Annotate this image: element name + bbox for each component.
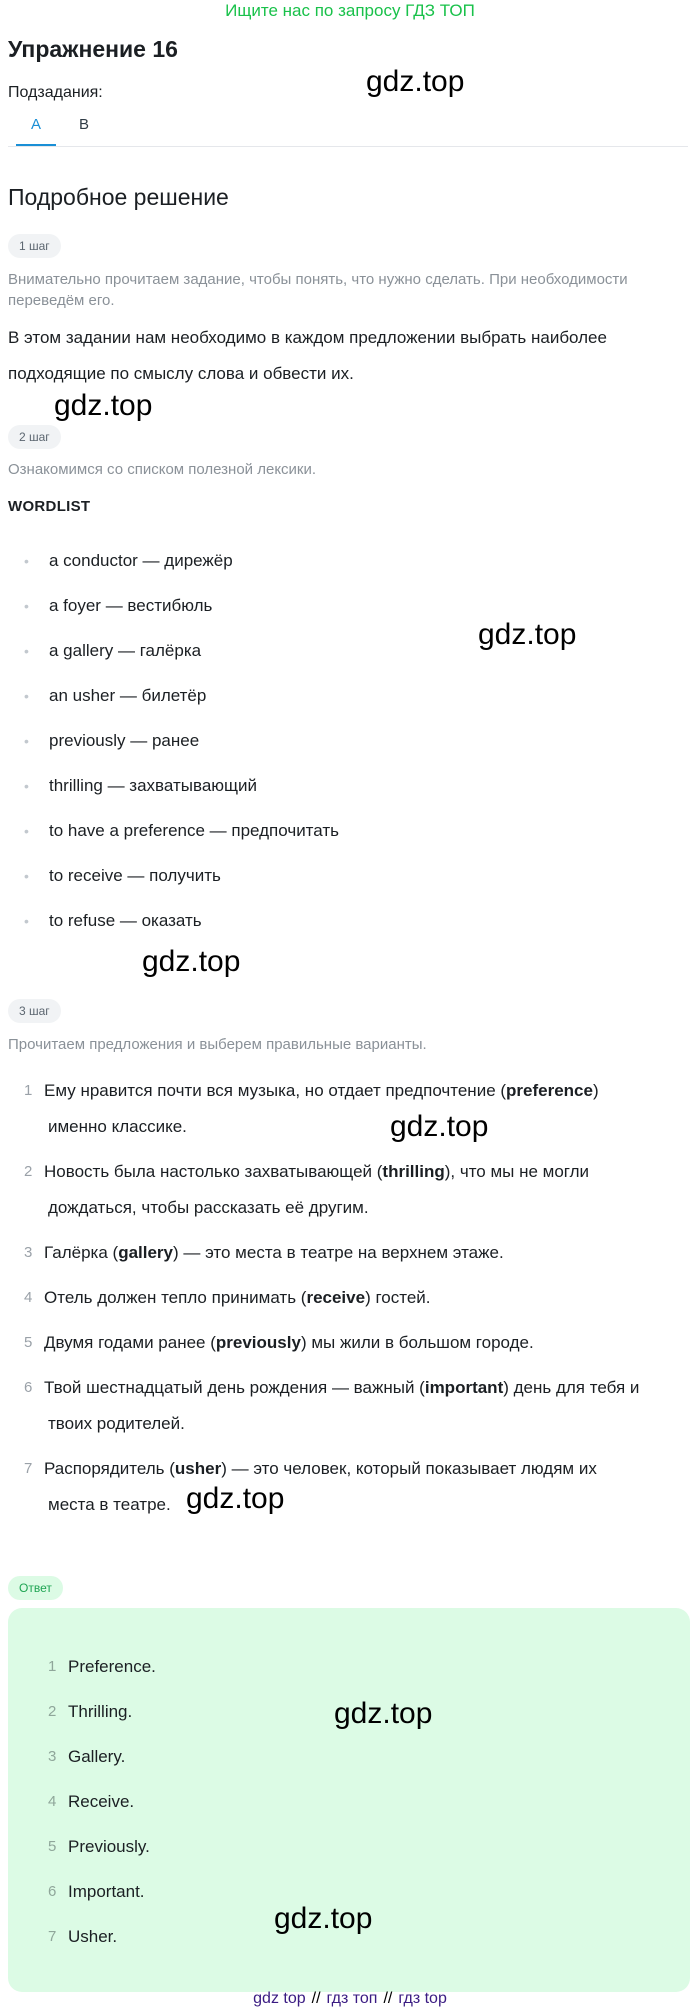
watermark: gdz.top [274,1902,373,1935]
sentence-text: Галёрка ( [44,1243,119,1262]
footer-link[interactable]: gdz top [253,1990,306,2007]
sentence-item [8,1154,692,1235]
answer-text: Preference. [68,1657,156,1676]
answer-text: Gallery. [68,1747,126,1766]
watermark: gdz.top [366,65,465,98]
answer-text: Important. [68,1882,145,1901]
answer-number: 3 [48,1748,57,1765]
wordlist-item: • a gallery — галёрка [8,636,339,681]
wordlist-item: • an usher — билетёр [8,681,339,726]
sentence-list [8,1073,692,1532]
sentence-text: Ему нравится почти вся музыка, но отдает предпочтение ( [44,1081,507,1100]
wordlist [8,546,339,951]
watermark: gdz.top [142,945,241,978]
sentence-text: ) гостей. [365,1288,431,1307]
sentence-answer-word: preference [506,1081,593,1100]
section-title: Подробное решение [8,184,229,210]
step3-hint: Прочитаем предложения и выберем правильные варианты. [8,1036,427,1053]
sentence-text: ) мы жили в большом городе. [300,1333,534,1352]
wordlist-item: • a foyer — вестибюль [8,591,339,636]
answer-item [32,1832,156,1877]
wordlist-item: • to receive — получить [8,861,339,906]
sentence-answer-word: receive [306,1288,366,1307]
sentence-text: ) — это места в театре на верхнем этаже. [173,1243,504,1262]
answer-item [32,1787,156,1832]
tab-a[interactable]: A [16,112,56,146]
watermark: gdz.top [186,1482,285,1515]
sentence-number: 3 [24,1244,33,1261]
answer-text: Previously. [68,1837,150,1856]
watermark: gdz.top [478,618,577,651]
sentence-answer-word: usher [174,1459,222,1478]
sentence-text: ) день для тебя и [503,1378,640,1397]
sentence-continuation: дождаться, чтобы рассказать её другим. [48,1198,369,1217]
answer-number: 1 [48,1658,57,1675]
answer-text: Usher. [68,1927,118,1946]
sentence-text: Отель должен тепло принимать ( [44,1288,307,1307]
sentence-item [8,1280,692,1325]
footer-links [0,1989,700,2009]
answer-item [32,1877,156,1922]
step-badge-1: 1 шаг [8,234,61,258]
sentence-number: 6 [24,1379,33,1396]
sentence-text: ) — это человек, который показывает людям их [221,1459,597,1478]
sentence-number: 1 [24,1082,33,1099]
sentence-answer-word: important [424,1378,504,1397]
answer-number: 4 [48,1793,57,1810]
sentence-continuation: места в театре. [48,1495,171,1514]
answer-item [32,1652,156,1697]
sentence-text: Новость была настолько захватывающей ( [44,1162,383,1181]
sentence-answer-word: thrilling [382,1162,445,1181]
answer-item [32,1922,156,1967]
step-badge-2: 2 шаг [8,425,61,449]
answer-number: 6 [48,1883,57,1900]
sentence-text: ), что мы не могли [444,1162,590,1181]
step1-text: В этом задании нам необходимо в каждом предложении выбрать наиболее подходящие по смыслу слова и обвести их. [8,328,607,383]
answer-item [32,1742,156,1787]
tab-b[interactable]: B [78,116,89,133]
step1-hint: Внимательно прочитаем задание, чтобы понять, что нужно сделать. При необходимости переведём его. [8,271,628,309]
sentence-text: Двумя годами ранее ( [44,1333,216,1352]
sentence-text: ) [592,1081,599,1100]
wordlist-item: • to have a preference — предпочитать [8,816,339,861]
subtasks-label: Подзадания: [8,84,103,101]
answer-number: 7 [48,1928,57,1945]
page-title: Упражнение 16 [8,36,178,62]
wordlist-item: • a conductor — дирежёр [8,546,339,591]
sentence-item [8,1451,692,1532]
wordlist-title: WORDLIST [8,498,91,515]
sentence-item [8,1235,692,1280]
footer-link[interactable]: гдз top [398,1990,447,2007]
answer-text: Thrilling. [68,1702,133,1721]
footer-separator: // [311,1990,321,2007]
sentence-text: Твой шестнадцатый день рождения — важный ( [44,1378,425,1397]
sentence-item [8,1325,692,1370]
subtask-tabs [8,112,688,147]
answer-number: 5 [48,1838,57,1855]
sentence-continuation: именно классике. [48,1117,187,1136]
answer-text: Receive. [68,1792,135,1811]
watermark: gdz.top [334,1697,433,1730]
step-badge-3: 3 шаг [8,999,61,1023]
sentence-text: Распорядитель ( [44,1459,175,1478]
watermark: gdz.top [390,1110,489,1143]
sentence-number: 4 [24,1289,33,1306]
sentence-answer-word: gallery [118,1243,173,1262]
answer-item [32,1697,156,1742]
answer-number: 2 [48,1703,57,1720]
sentence-continuation: твоих родителей. [48,1414,185,1433]
answer-list [32,1652,156,1967]
sentence-item [8,1370,692,1451]
step2-hint: Ознакомимся со списком полезной лексики. [8,461,317,478]
sentence-number: 2 [24,1163,33,1180]
sentence-item [8,1073,692,1154]
footer-link[interactable]: гдз топ [326,1990,378,2007]
wordlist-item: • to refuse — оказать [8,906,339,951]
sentence-number: 7 [24,1460,33,1477]
wordlist-item: • previously — ранее [8,726,339,771]
answer-badge: Ответ [8,1576,63,1600]
top-banner: Ищите нас по запросу ГДЗ ТОП [225,1,475,20]
sentence-number: 5 [24,1334,33,1351]
wordlist-item: • thrilling — захватывающий [8,771,339,816]
sentence-answer-word: previously [215,1333,301,1352]
watermark: gdz.top [54,389,153,422]
footer-separator: // [383,1990,393,2007]
